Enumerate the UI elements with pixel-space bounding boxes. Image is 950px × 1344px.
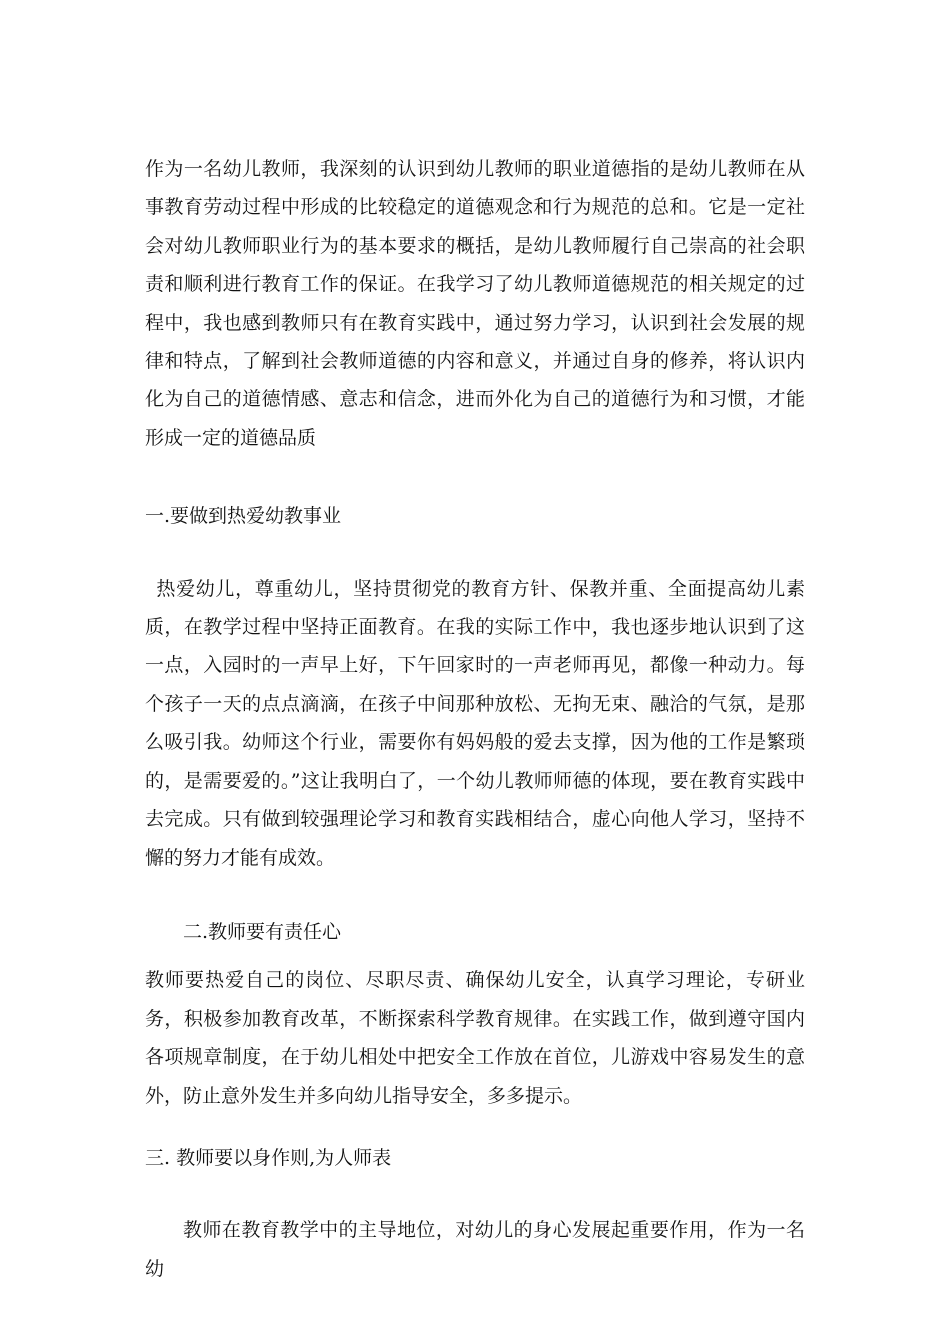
document-page — [145, 150, 805, 1288]
section-body-2: 教师要热爱自己的岗位、尽职尽责、确保幼儿安全，认真学习理论，专研业务，积极参加教育改革，不断探索科学教育规律。在实践工作，做到遵守国内各项规章制度，在于幼儿相处中把安全工作放在首位，儿游戏中容易发生的意外，防止意外发生并多向幼儿指导安全，多多提示。 — [145, 969, 805, 1107]
section-heading-2: 二.教师要有责任心 — [183, 920, 342, 943]
section-body-1: 热爱幼儿，尊重幼儿，坚持贯彻党的教育方针、保教并重、全面提高幼儿素质，在教学过程中坚持正面教育。在我的实际工作中，我也逐步地认识到了这一点，入园时的一声早上好，下午回家时的一声老师再见，都像一种动力。每个孩子一天的点点滴滴，在孩子中间那种放松、无拘无束、融洽的气氛，是那么吸引我。幼师这个行业，需要你有妈妈般的爱去支撑，因为他的工作是繁琐的，是需要爱的。”这让我明白了，一个幼儿教师师德的体现，要在教育实践中去完成。只有做到较强理论学习和教育实践相结合，虚心向他人学习，坚持不懈的努力才能有成效。 — [145, 577, 805, 869]
intro-paragraph: 作为一名幼儿教师，我深刻的认识到幼儿教师的职业道德指的是幼儿教师在从事教育劳动过程中形成的比较稳定的道德观念和行为规范的总和。它是一定社会对幼儿教师职业行为的基本要求的概括，是幼儿教师履行自己崇高的社会职责和顺利进行教育工作的保证。在我学习了幼儿教师道德规范的相关规定的过程中，我也感到教师只有在教育实践中，通过努力学习，认识到社会发展的规律和特点，了解到社会教师道德的内容和意义，并通过自身的修养，将认识内化为自己的道德情感、意志和信念，进而外化为自己的道德行为和习惯，才能形成一定的道德品质 — [145, 158, 805, 449]
section-body-3: 教师在教育教学中的主导地位，对幼儿的身心发展起重要作用，作为一名幼 — [145, 1219, 805, 1280]
section-heading-3: 三. 教师要以身作则,为人师表 — [145, 1146, 392, 1169]
section-heading-1: 一.要做到热爱幼教事业 — [145, 505, 342, 528]
